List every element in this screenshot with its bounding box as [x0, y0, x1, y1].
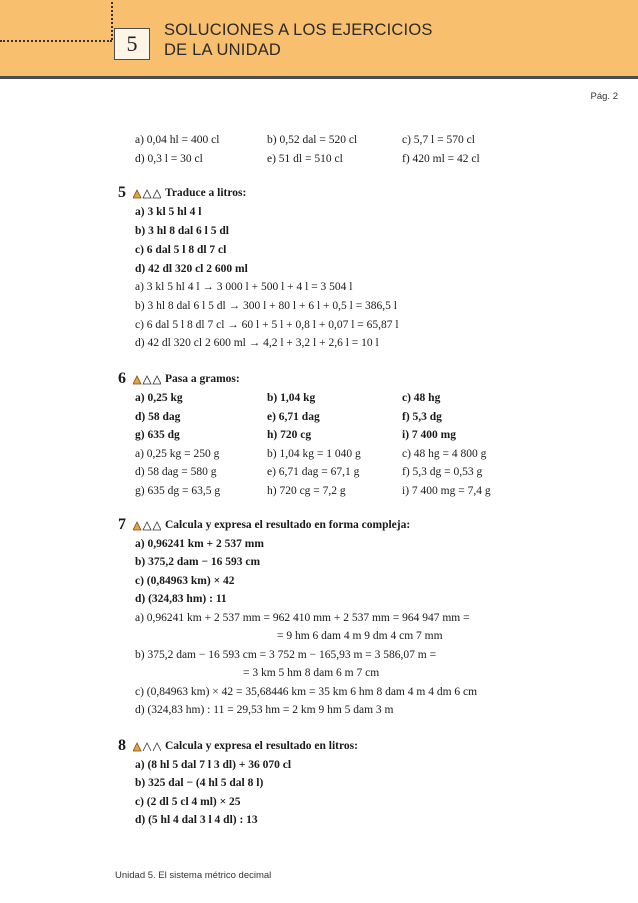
- dotted-rule-vertical: [111, 2, 113, 40]
- exercise-item: h) 720 cg: [267, 429, 312, 441]
- exercise-item: c) (2 dl 5 cl 4 ml) × 25: [135, 796, 241, 808]
- exercise-item: d) (324,83 hm) : 11: [135, 593, 227, 605]
- intro-item: b) 0,52 dal = 520 cl: [267, 134, 358, 146]
- header-title: [164, 20, 433, 60]
- exercise-title: Calcula y expresa el resultado en litros:: [165, 740, 358, 752]
- exercise-answer: b) 375,2 dam − 16 593 cm = 3 752 m − 165,93 m = 3 586,07 m =: [135, 649, 437, 661]
- exercise-title: Calcula y expresa el resultado en forma compleja:: [165, 519, 411, 531]
- exercise-number: 8: [118, 737, 126, 754]
- exercise-item: d) 42 dl 320 cl 2 600 ml: [135, 263, 248, 275]
- intro-item: e) 51 dl = 510 cl: [267, 153, 343, 165]
- page-footer: Unidad 5. El sistema métrico decimal: [115, 870, 272, 881]
- exercise-item: c) 6 dal 5 l 8 dl 7 cl: [135, 244, 227, 256]
- exercise-number: 5: [118, 184, 126, 201]
- exercise-answer: h) 720 cg = 7,2 g: [267, 485, 346, 497]
- exercise-item: b) 375,2 dam − 16 593 cm: [135, 556, 261, 568]
- exercise-answer-continuation: = 9 hm 6 dam 4 m 9 dm 4 cm 7 mm: [277, 630, 443, 642]
- exercise-answer: d) 42 dl 320 cl 2 600 ml → 4,2 l + 3,2 l + 2,6 l = 10 l: [135, 337, 379, 349]
- exercise-answer: a) 3 kl 5 hl 4 l → 3 000 l + 500 l + 4 l = 3 504 l: [135, 281, 353, 293]
- exercise-item: i) 7 400 mg: [402, 429, 456, 441]
- exercise-item: a) 0,25 kg: [135, 392, 183, 404]
- exercise-answer: a) 0,96241 km + 2 537 mm = 962 410 mm + 2 537 mm = 964 947 mm =: [135, 612, 470, 624]
- exercise-item: a) 3 kl 5 hl 4 l: [135, 206, 202, 218]
- exercise-answer: g) 635 dg = 63,5 g: [135, 485, 221, 497]
- exercise-answer: e) 6,71 dag = 67,1 g: [267, 466, 360, 478]
- difficulty-triangles-icon: [133, 189, 161, 199]
- difficulty-triangles-icon: [133, 521, 161, 531]
- header-title-line2: DE LA UNIDAD: [164, 41, 282, 59]
- exercise-item: e) 6,71 dag: [267, 411, 320, 423]
- unit-number: 5: [126, 31, 138, 56]
- exercise-number: 7: [118, 516, 126, 533]
- exercise-answer: c) 6 dal 5 l 8 dl 7 cl → 60 l + 5 l + 0,8 l + 0,07 l = 65,87 l: [135, 319, 399, 331]
- exercise-number: 6: [118, 370, 126, 387]
- exercise-item: b) 1,04 kg: [267, 392, 316, 404]
- exercise-item: b) 325 dal − (4 hl 5 dal 8 l): [135, 777, 264, 789]
- exercise-answer: b) 1,04 kg = 1 040 g: [267, 448, 361, 460]
- exercise-title: Pasa a gramos:: [165, 373, 240, 385]
- exercise-answer: c) (0,84963 km) × 42 = 35,68446 km = 35 km 6 hm 8 dam 4 m 4 dm 6 cm: [135, 686, 478, 698]
- difficulty-triangles-icon: [133, 742, 161, 752]
- intro-item: c) 5,7 l = 570 cl: [402, 134, 475, 146]
- unit-number-box: [114, 28, 150, 60]
- exercise-answer: f) 5,3 dg = 0,53 g: [402, 466, 483, 478]
- exercise-item: a) (8 hl 5 dal 7 l 3 dl) + 36 070 cl: [135, 759, 292, 771]
- header-title-line1: SOLUCIONES A LOS EJERCICIOS: [164, 21, 433, 39]
- exercise-item: a) 0,96241 km + 2 537 mm: [135, 538, 264, 550]
- exercise-title: Traduce a litros:: [165, 187, 247, 199]
- exercise-item: b) 3 hl 8 dal 6 l 5 dl: [135, 225, 229, 237]
- page-number: Pág. 2: [590, 91, 618, 102]
- exercise-answer-continuation: = 3 km 5 hm 8 dam 6 m 7 cm: [243, 667, 380, 679]
- intro-item: d) 0,3 l = 30 cl: [135, 153, 203, 165]
- exercise-answer: d) 58 dag = 580 g: [135, 466, 217, 478]
- exercise-item: d) (5 hl 4 dal 3 l 4 dl) : 13: [135, 814, 258, 826]
- exercise-item: c) (0,84963 km) × 42: [135, 575, 235, 587]
- exercise-answer: b) 3 hl 8 dal 6 l 5 dl → 300 l + 80 l + 6 l + 0,5 l = 386,5 l: [135, 300, 398, 312]
- dotted-rule: [0, 40, 112, 42]
- exercise-answer: d) (324,83 hm) : 11 = 29,53 hm = 2 km 9 hm 5 dam 3 m: [135, 704, 394, 716]
- exercise-answer: i) 7 400 mg = 7,4 g: [402, 485, 491, 497]
- exercise-item: c) 48 hg: [402, 392, 441, 404]
- exercise-item: f) 5,3 dg: [402, 411, 442, 423]
- exercise-item: g) 635 dg: [135, 429, 180, 441]
- intro-item: f) 420 ml = 42 cl: [402, 153, 480, 165]
- difficulty-triangles-icon: [133, 375, 161, 385]
- exercise-answer: a) 0,25 kg = 250 g: [135, 448, 220, 460]
- intro-item: a) 0,04 hl = 400 cl: [135, 134, 220, 146]
- exercise-answer: c) 48 hg = 4 800 g: [402, 448, 487, 460]
- exercise-item: d) 58 dag: [135, 411, 181, 423]
